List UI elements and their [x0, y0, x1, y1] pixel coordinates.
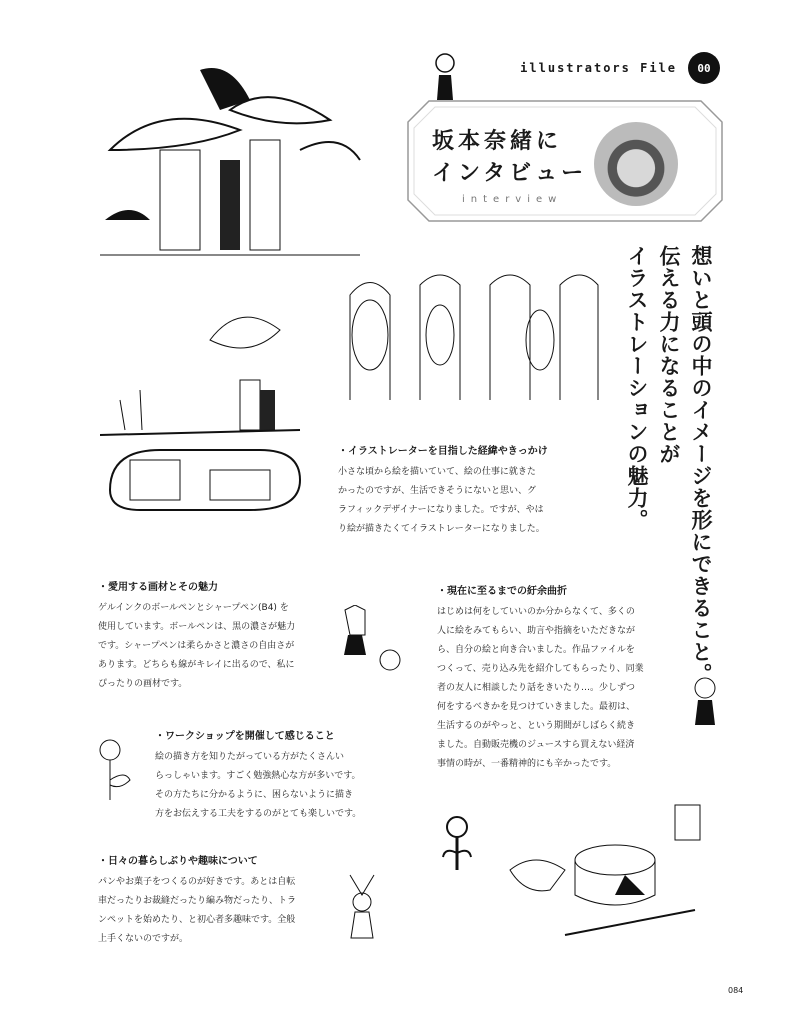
section-line: ら、自分の絵と向き合いました。作品ファイルを: [437, 645, 635, 655]
flower-illustration: [95, 735, 140, 805]
section-line: らっしゃいます。すごく勉強熱心な方が多いです。: [155, 771, 361, 781]
section-line: です。シャープペンは柔らかさと濃さの自由さが: [98, 641, 295, 651]
section-line: あります。どちらも線がキレイに出るので、私に: [98, 660, 295, 670]
fox-character-illustration: [345, 870, 380, 940]
section-heading: ・現在に至るまでの紆余曲折: [437, 586, 567, 597]
cat-character-illustration: [690, 670, 720, 725]
plants-illustration: [100, 300, 315, 515]
section-line: 絵の描き方を知りたがっている方がたくさんい: [155, 752, 345, 762]
title-subtitle: interview: [462, 194, 563, 205]
section-lifestyle: [98, 852, 328, 949]
page-title: 坂本奈緒に インタビュー: [432, 129, 588, 186]
section-line: はじめは何をしていいのか分からなくて、多くの: [437, 607, 635, 617]
section-line: り絵が描きたくてイラストレーターになりました。: [338, 524, 545, 534]
headline-column-1: 想いと頭の中のイメージを形にできること。: [689, 245, 713, 685]
mushroom-house-illustration: [100, 60, 365, 265]
author-photo: [594, 122, 678, 206]
cake-tableware-illustration: [505, 800, 725, 950]
section-heading: ・愛用する画材とその魅力: [98, 582, 218, 593]
section-materials: [98, 578, 328, 694]
headline-column-3: イラストレーションの魅力。: [625, 245, 649, 531]
section-line: 小さな頃から絵を描いていて、絵の仕事に就きた: [338, 467, 536, 477]
section-workshop: [155, 727, 385, 824]
section-line: ゲルインクのボールペンとシャープペン(B4) を: [98, 603, 289, 613]
series-title: illustrators File: [520, 61, 677, 75]
section-line: ンペットを始めたり、と初心者多趣味です。全般: [98, 915, 296, 925]
section-career: [437, 582, 687, 774]
section-line: かったのですが、生活できそうにないと思い、グ: [338, 486, 537, 496]
section-line: 方をお伝えする工夫をするのがとても楽しいです。: [155, 809, 362, 819]
rabbits-illustration: [340, 265, 600, 405]
section-line: ラフィックデザイナーになりました。ですが、やは: [338, 505, 544, 515]
section-line: ました。自動販売機のジュースすら買えない経済: [437, 740, 635, 750]
section-line: 使用しています。ボールペンは、黒の濃さが魅力: [98, 622, 296, 632]
section-line: 生活するのがやっと、という期間がしばらく続き: [437, 721, 636, 731]
section-heading: ・ワークショップを開催して感じること: [155, 731, 335, 742]
section-line: ぴったりの画材です。: [98, 679, 188, 689]
section-background: [338, 442, 598, 539]
character-illustration: [425, 45, 465, 100]
section-line: 人に絵をみてもらい、助言や指摘をいただきなが: [437, 626, 636, 636]
flower-stem-illustration: [440, 815, 475, 870]
file-number-badge: 00: [688, 52, 720, 84]
small-characters-illustration: [340, 605, 410, 680]
section-line: つくって、売り込み先を紹介してもらったり、同業: [437, 664, 644, 674]
page-number: 084: [728, 986, 744, 995]
section-line: パンやお菓子をつくるのが好きです。あとは自転: [98, 877, 296, 887]
section-line: 者の友人に相談したり話をきいたり…。少しずつ: [437, 683, 636, 693]
headline-column-2: 伝える力になることが: [657, 245, 681, 465]
section-line: 事情の時が、一番精神的にも辛かったです。: [437, 759, 617, 769]
section-heading: ・イラストレーターを目指した経緯やきっかけ: [338, 446, 548, 457]
section-heading: ・日々の暮らしぶりや趣味について: [98, 856, 258, 867]
section-line: 何をするべきかを見つけていきました。最初は、: [437, 702, 636, 712]
section-line: その方たちに分かるように、困らないように描き: [155, 790, 354, 800]
section-line: 車だったりお裁縫だったり編み物だったり、トラ: [98, 896, 297, 906]
section-line: 上手くないのですが。: [98, 934, 189, 944]
